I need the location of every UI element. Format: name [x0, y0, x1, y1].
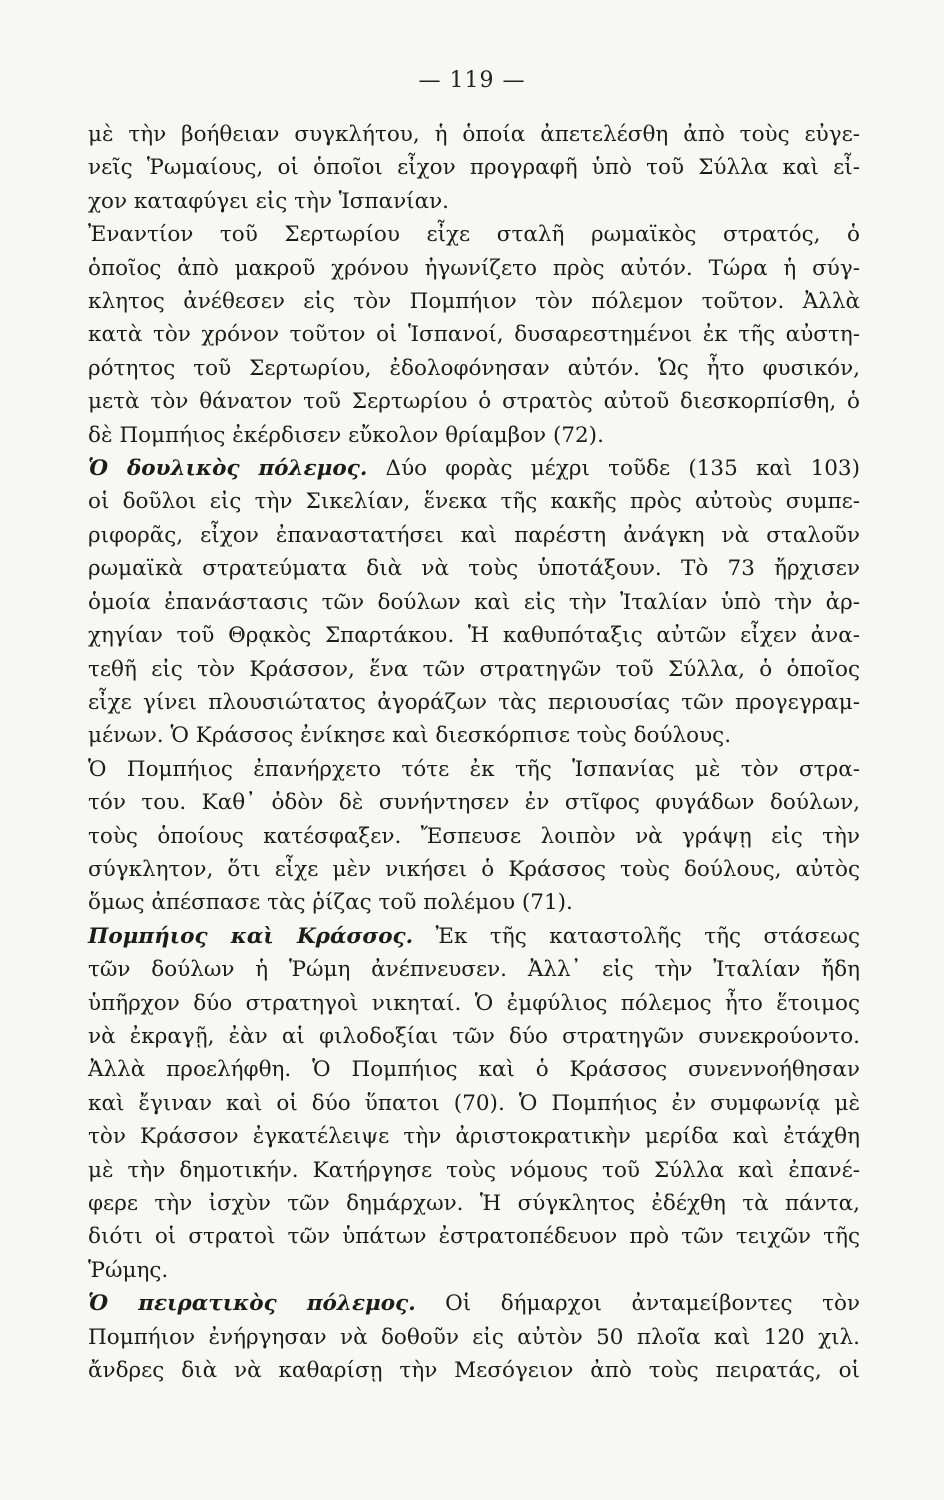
text-line	[88, 185, 860, 218]
line-text: σύγκλητον, ὅτι εἶχε μὲν νικήσει ὁ Κράσσος τοὺς δούλους, αὐτὸς	[88, 856, 860, 882]
line-text: εἶχε γίνει πλουσιώτατος ἀγοράζων τὰς περιουσίας τῶν προγεγραμ-	[88, 689, 860, 715]
body-text	[88, 118, 860, 1387]
text-line	[88, 753, 860, 786]
text-line	[88, 485, 860, 518]
line-text: χηγίαν τοῦ Θρᾳκὸς Σπαρτάκου. Ἡ καθυπόταξις αὐτῶν εἶχεν ἀνα-	[88, 623, 860, 649]
line-text: Οἱ δήμαρχοι ἀνταμείβοντες τὸν	[415, 1291, 860, 1317]
line-text: μετὰ τὸν θάνατον τοῦ Σερτωρίου ὁ στρατὸς αὐτοῦ διεσκορπίσθη, ὁ	[88, 389, 860, 415]
text-line	[88, 1053, 860, 1086]
line-text: τόν του. Καθ᾽ ὁδὸν δὲ συνήντησεν ἐν στῖφος φυγάδων δούλων,	[88, 790, 860, 816]
line-text: μὲ τὴν δημοτικήν. Κατήργησε τοὺς νόμους τοῦ Σύλλα καὶ ἐπανέ-	[88, 1157, 860, 1183]
line-text: τὸν Κράσσον ἐγκατέλειψε τὴν ἀριστοκρατικὴν μερίδα καὶ ἐτάχθη	[88, 1124, 860, 1150]
line-text: τεθῆ εἰς τὸν Κράσσον, ἕνα τῶν στρατηγῶν τοῦ Σύλλα, ὁ ὁποῖος	[88, 656, 860, 682]
text-line	[88, 987, 860, 1020]
text-line	[88, 1020, 860, 1053]
line-text: ρωμαϊκὰ στρατεύματα διὰ νὰ τοὺς ὑποτάξουν. Τὸ 73 ἤρχισεν	[88, 556, 860, 582]
text-line	[88, 118, 860, 151]
line-text: Ἀλλὰ προελήφθη. Ὁ Πομπήιος καὶ ὁ Κράσσος συνεννοήθησαν	[88, 1057, 860, 1083]
text-line	[88, 1087, 860, 1120]
text-line	[88, 519, 860, 552]
text-line	[88, 1154, 860, 1187]
line-text: Δύο φορὰς μέχρι τοῦδε (135 καὶ 103)	[367, 456, 861, 482]
line-text: ρότητος τοῦ Σερτωρίου, ἐδολοφόνησαν αὐτόν. Ὡς ἦτο φυσικόν,	[88, 355, 860, 381]
section-heading: Πομπήιος καὶ Κράσσος.	[88, 923, 414, 949]
line-text: Ὁ Πομπήιος ἐπανήρχετο τότε ἐκ τῆς Ἱσπανίας μὲ τὸν στρα-	[88, 756, 860, 782]
text-line	[88, 1120, 860, 1153]
line-text: μένων. Ὁ Κράσσος ἐνίκησε καὶ διεσκόρπισε τοὺς δούλους.	[88, 723, 732, 749]
line-text: φερε τὴν ἰσχὺν τῶν δημάρχων. Ἡ σύγκλητος ἐδέχθη τὰ πάντα,	[88, 1191, 860, 1216]
text-line	[88, 953, 860, 986]
page-number: — 119 —	[418, 68, 526, 93]
text-line	[88, 1220, 860, 1253]
text-line	[88, 920, 860, 953]
text-line	[88, 1254, 860, 1287]
line-text: νὰ ἐκραγῇ, ἐὰν αἱ φιλοδοξίαι τῶν δύο στρατηγῶν συνεκρούοντο.	[88, 1023, 860, 1049]
line-text: ἄνδρες διὰ νὰ καθαρίσῃ τὴν Μεσόγειον ἀπὸ τοὺς πειρατάς, οἱ	[88, 1358, 860, 1384]
text-line	[88, 285, 860, 318]
line-text: ὅμως ἀπέσπασε τὰς ῥίζας τοῦ πολέμου (71).	[88, 890, 573, 916]
line-text: χον καταφύγει εἰς τὴν Ἱσπανίαν.	[88, 188, 450, 214]
text-line	[88, 1287, 860, 1320]
line-text: δὲ Πομπήιος ἐκέρδισεν εὔκολον θρίαμβον (72).	[88, 422, 604, 448]
text-line	[88, 586, 860, 619]
text-line	[88, 786, 860, 819]
text-line	[88, 820, 860, 853]
line-text: ριφορᾶς, εἶχον ἐπαναστατήσει καὶ παρέστη ἀνάγκη νὰ σταλοῦν	[88, 522, 860, 548]
line-text: ὁποῖος ἀπὸ μακροῦ χρόνου ἠγωνίζετο πρὸς αὐτόν. Τώρα ἡ σύγ-	[88, 255, 860, 281]
line-text: κλητος ἀνέθεσεν εἰς τὸν Πομπήιον τὸν πόλεμον τοῦτον. Ἀλλὰ	[88, 289, 860, 315]
text-line	[88, 352, 860, 385]
line-text: καὶ ἔγιναν καὶ οἱ δύο ὕπατοι (70). Ὁ Πομπήιος ἐν συμφωνίᾳ μὲ	[88, 1090, 860, 1116]
text-line	[88, 419, 860, 452]
text-line	[88, 218, 860, 251]
line-text: μὲ τὴν βοήθειαν συγκλήτου, ἡ ὁποία ἀπετελέσθη ἀπὸ τοὺς εὐγε-	[88, 122, 860, 147]
text-line	[88, 151, 860, 184]
line-text: ὁμοία ἐπανάστασις τῶν δούλων καὶ εἰς τὴν Ἰταλίαν ὑπὸ τὴν ἀρ-	[88, 589, 860, 615]
line-text: νεῖς Ῥωμαίους, οἱ ὁποῖοι εἶχον προγραφῆ ὑπὸ τοῦ Σύλλα καὶ εἶ-	[88, 155, 860, 181]
section-heading: Ὁ δουλικὸς πόλεμος.	[88, 456, 368, 482]
text-line	[88, 552, 860, 585]
line-text: οἱ δοῦλοι εἰς τὴν Σικελίαν, ἕνεκα τῆς κακῆς πρὸς αὐτοὺς συμπε-	[88, 489, 860, 515]
text-line	[88, 719, 860, 752]
text-line	[88, 686, 860, 719]
line-text: Ἐναντίον τοῦ Σερτωρίου εἶχε σταλῆ ρωμαϊκὸς στρατός, ὁ	[88, 222, 860, 248]
line-text: τοὺς ὁποίους κατέσφαξεν. Ἔσπευσε λοιπὸν νὰ γράψῃ εἰς τὴν	[88, 823, 860, 849]
line-text: Ἐκ τῆς καταστολῆς τῆς στάσεως	[413, 923, 861, 949]
text-line	[88, 252, 860, 285]
text-line	[88, 853, 860, 886]
text-line	[88, 653, 860, 686]
line-text: τῶν δούλων ἡ Ῥώμη ἀνέπνευσεν. Ἀλλ᾽ εἰς τὴν Ἰταλίαν ἤδη	[88, 957, 860, 983]
text-line	[88, 452, 860, 485]
text-line	[88, 1187, 860, 1220]
text-line	[88, 886, 860, 919]
section-heading: Ὁ πειρατικὸς πόλεμος.	[88, 1291, 416, 1317]
text-line	[88, 385, 860, 418]
line-text: κατὰ τὸν χρόνον τοῦτον οἱ Ἱσπανοί, δυσαρεστημένοι ἐκ τῆς αὐστη-	[88, 322, 860, 348]
text-line	[88, 619, 860, 652]
line-text: Πομπήιον ἐνήργησαν νὰ δοθοῦν εἰς αὐτὸν 50 πλοῖα καὶ 120 χιλ.	[88, 1324, 860, 1350]
text-line	[88, 1354, 860, 1387]
line-text: διότι οἱ στρατοὶ τῶν ὑπάτων ἐστρατοπέδευον πρὸ τῶν τειχῶν τῆς	[88, 1224, 860, 1250]
line-text: Ῥώμης.	[88, 1257, 169, 1283]
text-line	[88, 318, 860, 351]
text-line	[88, 1321, 860, 1354]
line-text: ὑπῆρχον δύο στρατηγοὶ νικηταί. Ὁ ἐμφύλιος πόλεμος ἦτο ἕτοιμος	[88, 990, 860, 1016]
